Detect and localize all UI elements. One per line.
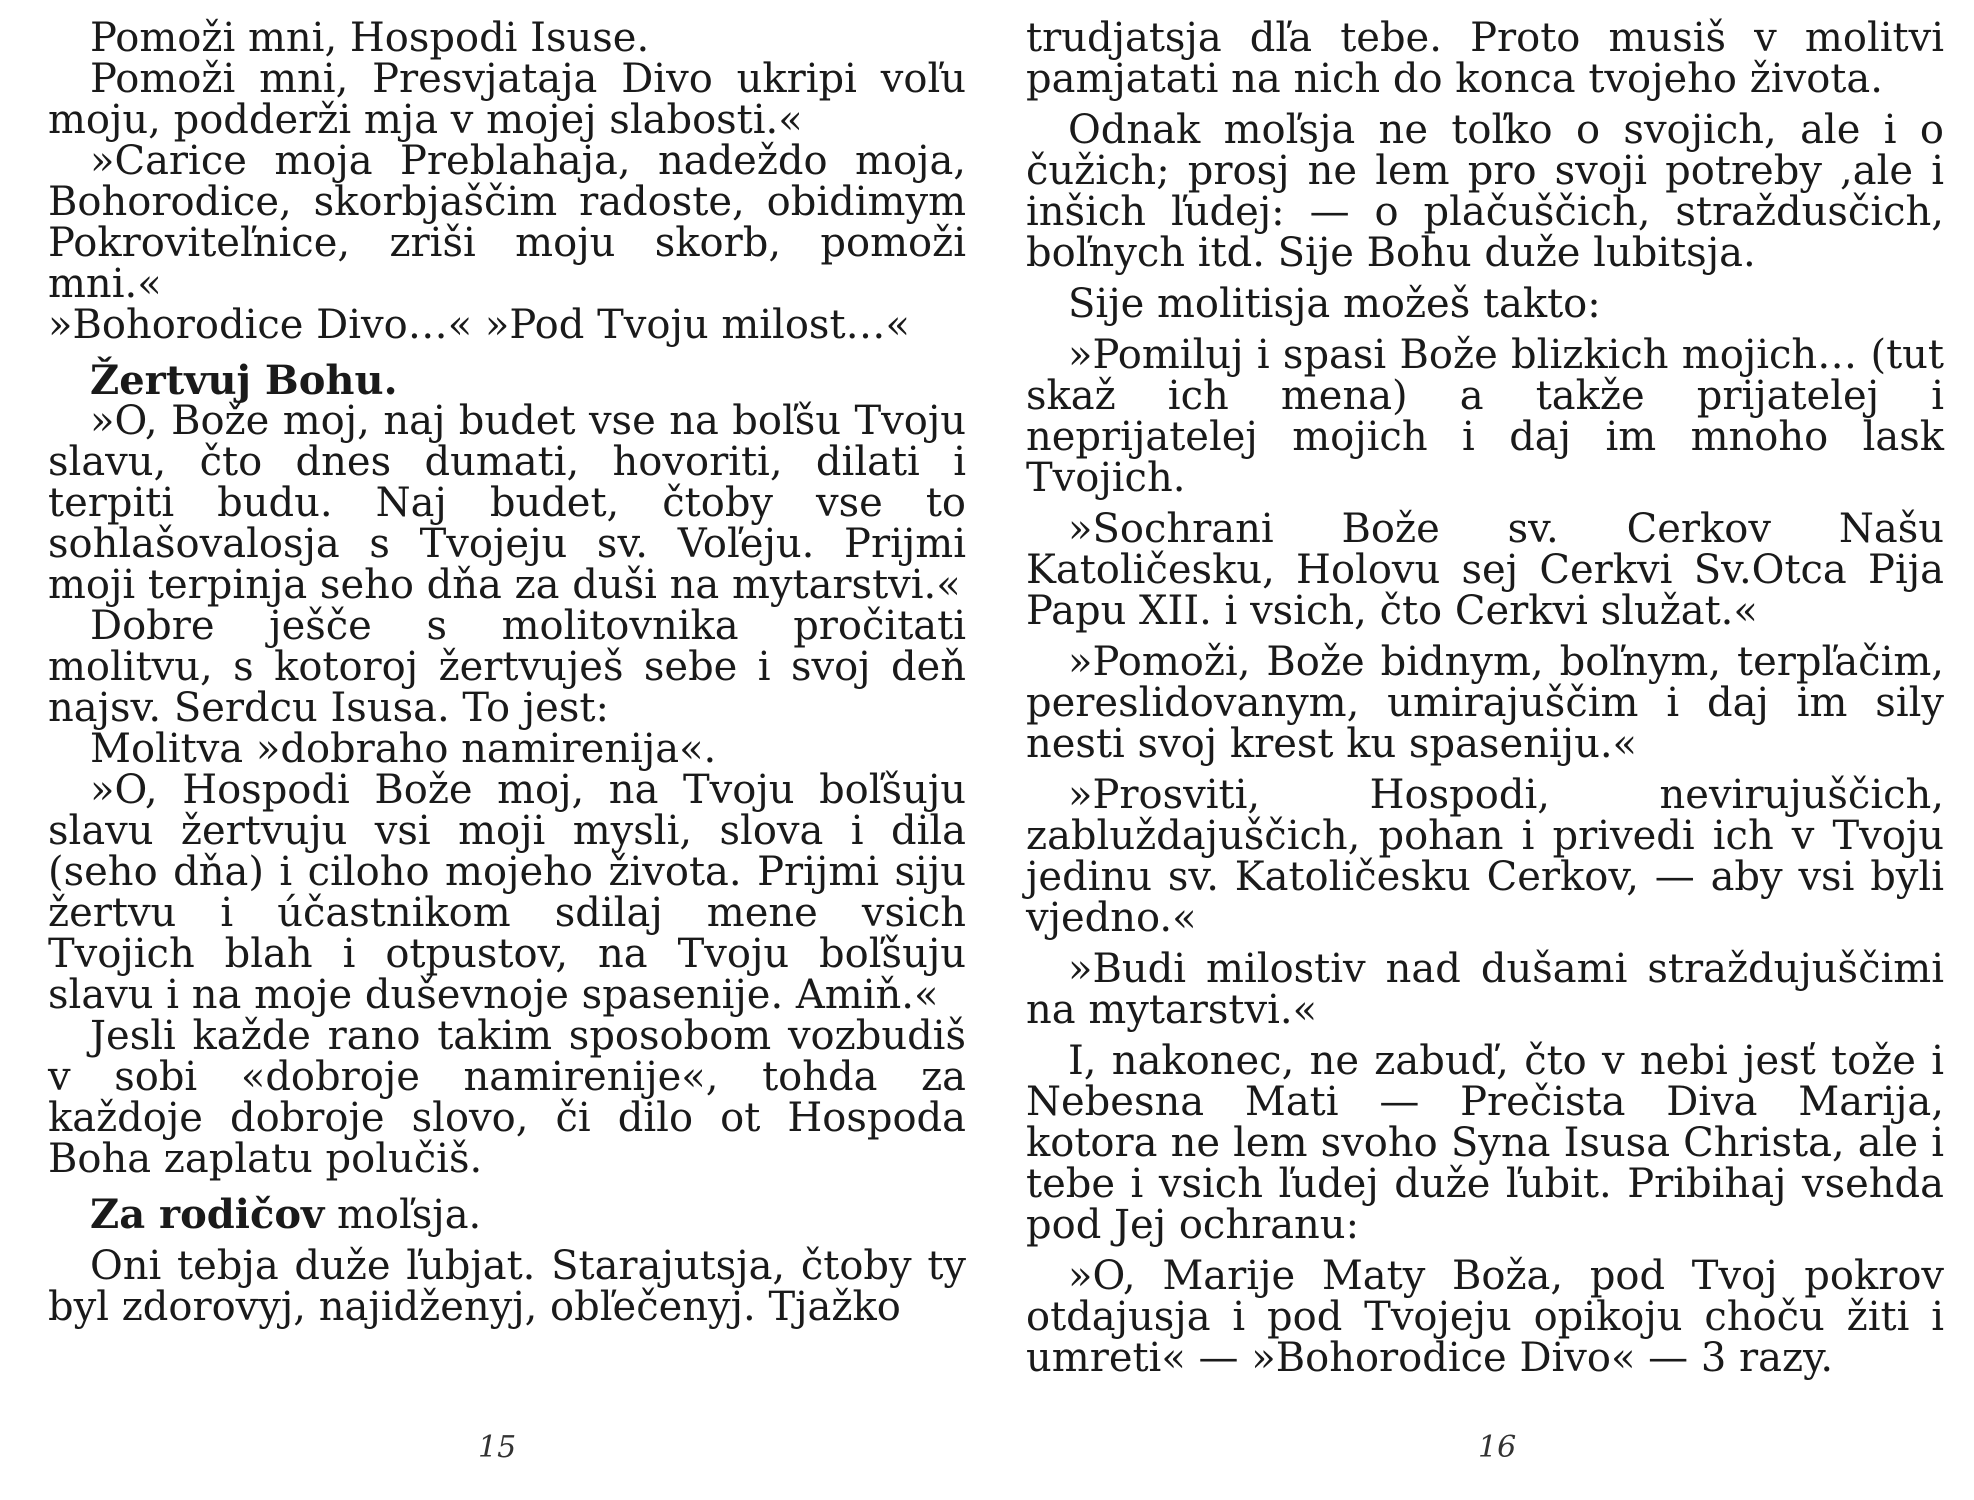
page-number-right: 16 (1478, 1430, 1517, 1465)
paragraph: Molitva »dobraho namirenija«. (90, 726, 717, 772)
left-page (48, 15, 966, 1330)
paragraph: »Pomiluj i spasi Bože blizkich mojich… (tut skaž ich mena) a takže prijatelej i neprijatelej mojich i daj im mnoho lask Tvojich. (1026, 332, 1944, 501)
paragraph: Dobre ješče s molitovnika pročitati molitvu, s kotoroj žertvuješ sebe i svoj deň najsv. Serdcu Isusa. To jest: (48, 603, 966, 731)
heading-bold: Za rodičov (90, 1191, 325, 1238)
paragraph: trudjatsja dľa tebe. Proto musiš v molitvi pamjatati na nich do konca tvojeho života. (1026, 15, 1944, 102)
paragraph: »Prosviti, Hospodi, nevirujuščich, zabluždajuščich, pohan i privedi ich v Tvoju jedinu sv. Katoličesku Cerkov, — aby vsi byli vjedno.« (1026, 772, 1944, 941)
paragraph: Sije molitisja možeš takto: (1068, 281, 1601, 327)
paragraph: Oni tebja duže ľubjat. Starajutsja, čtoby ty byl zdorovyj, najidženyj, obľečenyj. Tjažko (48, 1243, 966, 1330)
paragraph: »O, Hospodi Bože moj, na Tvoju boľšuju slavu žertvuju vsi moji mysli, slova i dila (seho dňa) i ciloho mojeho života. Prijmi siju žertvu i účastnikom sdilaj mene vsich Tvojich blah i otpustov, na Tvoju boľšuju slavu i na moje duševnoje spasenije. Amiň.« (48, 767, 966, 1018)
paragraph: »Pomoži, Bože bidnym, boľnym, terpľačim, pereslidovanym, umirajuščim i daj im sily nesti svoj krest ku spaseniju.« (1026, 639, 1944, 767)
paragraph: Odnak moľsja ne toľko o svojich, ale i o čužich; prosj ne lem pro svoji potreby ,ale i inšich ľudej: — o plačuščich, straždusčich, boľnych itd. Sije Bohu duže lubitsja. (1026, 107, 1944, 276)
page-number-left: 15 (478, 1430, 517, 1465)
right-page (1026, 15, 1944, 1381)
paragraph: Pomoži mni, Hospodi Isuse. (90, 15, 650, 61)
paragraph: »Carice moja Preblahaja, nadeždo moja, Bohorodice, skorbjaščim radoste, obidimym Pokroviteľnice, zriši moju skorb, pomoži mni.« (48, 138, 966, 307)
paragraph: »Sochrani Bože sv. Cerkov Našu Katoličesku, Holovu sej Cerkvi Sv.Otca Pija Papu XII. i vsich, čto Cerkvi služat.« (1026, 506, 1944, 634)
heading-rest: moľsja. (324, 1192, 482, 1238)
paragraph: »O, Marije Maty Boža, pod Tvoj pokrov otdajusja i pod Tvojeju opikoju choču žiti i umreti« — »Bohorodice Divo« — 3 razy. (1026, 1253, 1944, 1381)
paragraph: Jesli každe rano takim sposobom vozbudiš v sobi «dobroje namirenije«, tohda za každoje dobroje slovo, či dilo ot Hospoda Boha zaplatu polučiš. (48, 1013, 966, 1182)
paragraph: I, nakonec, ne zabuď, čto v nebi jesť tože i Nebesna Mati — Prečista Diva Marija, kotora ne lem svoho Syna Isusa Christa, ale i tebe i vsich ľudej duže ľubit. Pribihaj vsehda pod Jej ochranu: (1026, 1038, 1944, 1248)
paragraph: »Bohorodice Divo…« »Pod Tvoju milost…« (48, 302, 910, 348)
paragraph: »Budi milostiv nad dušami straždujuščimi na mytarstvi.« (1026, 946, 1944, 1033)
section-heading (90, 1191, 966, 1238)
section-heading: Žertvuj Bohu. (90, 357, 398, 404)
paragraph: »O, Bože moj, naj budet vse na boľšu Tvoju slavu, čto dnes dumati, hovoriti, dilati i terpiti budu. Naj budet, čtoby vse to sohlašovalosja s Tvojeju sv. Voľeju. Prijmi moji terpinja seho dňa za duši na mytarstvi.« (48, 398, 966, 608)
paragraph: Pomoži mni, Presvjataja Divo ukripi voľu moju, podderži mja v mojej slabosti.« (48, 56, 966, 143)
